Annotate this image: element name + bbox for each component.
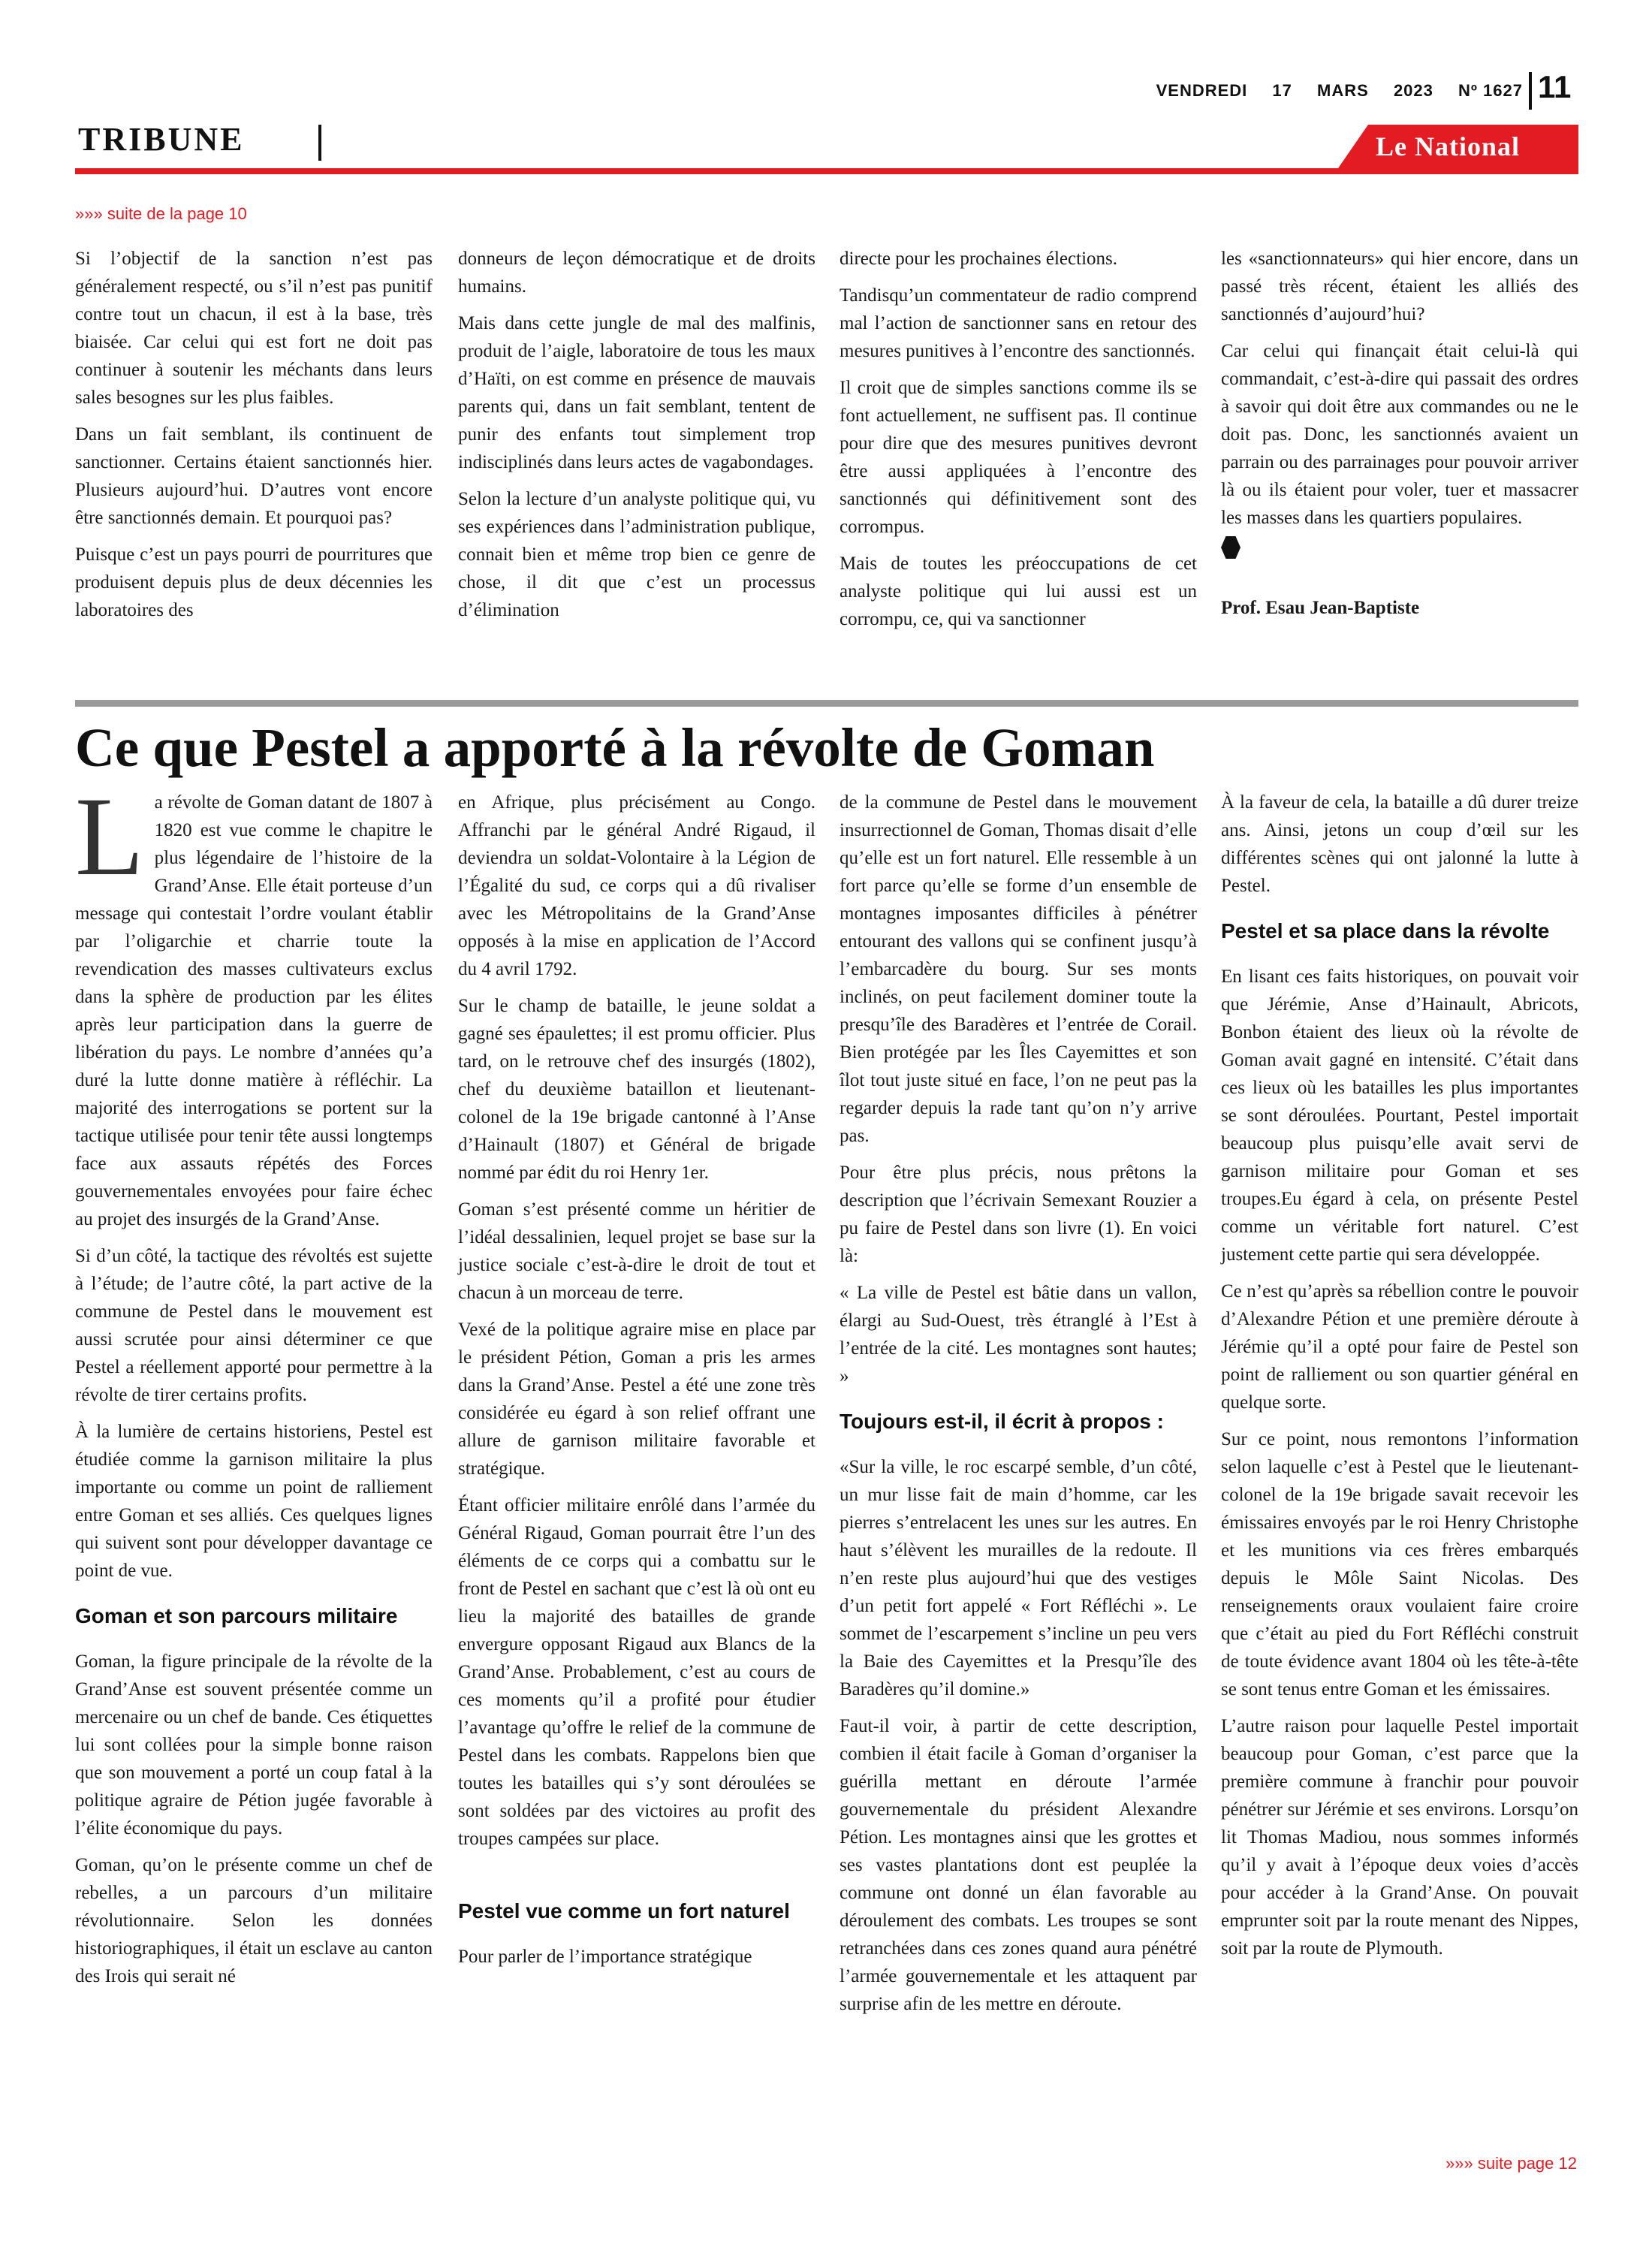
paragraph: Sur le champ de bataille, le jeune soldat a gagné ses épaulettes; il est promu officier. Plus tard, on le retrouve chef des insurgés (1802), chef du deuxième bataillon et lieutenant-colonel de la 19e brigade cantonné à l’Anse d’Hainault (1807) et Général de brigade nommé par édit du roi Henry 1er.	[458, 996, 815, 1183]
paragraph: À la lumière de certains historiens, Pestel est étudiée comme la garnison militaire la plus importante ou comme un point de ralliement entre Goman et ses alliés. Ces quelques lignes qui suivent sont pour développer davantage ce point de vue.	[75, 1422, 433, 1581]
article-column-4	[1221, 789, 1578, 1971]
section-title: TRIBUNE	[78, 121, 245, 158]
paragraph: Vexé de la politique agraire mise en place par le président Pétion, Goman a pris les armes dans la Grand’Anse. Pestel a été une zone très considérée eu égard à son relief offrant une allure de garnison militaire favorable et stratégique.	[458, 1320, 815, 1479]
issue-number: Nº 1627	[1458, 81, 1523, 100]
subheading: Pestel et sa place dans la révolte	[1221, 919, 1550, 943]
paragraph: Goman s’est présenté comme un héritier de l’idéal dessalinien, lequel projet se base sur la justice sociale c’est-à-dire le droit de tout et chacun à un morceau de terre.	[458, 1199, 815, 1303]
author-signature: Prof. Esau Jean-Baptiste	[1221, 598, 1420, 618]
paragraph: Il croit que de simples sanctions comme ils se font actuellement, ne suffisent pas. Il continue pour dire que des mesures punitives devront être aussi appliquées à l’encontre des sanctionnés qui définitivement sont des corrompus.	[840, 378, 1197, 537]
quote-paragraph: « La ville de Pestel est bâtie dans un vallon, élargi au Sud-Ouest, très étranglé à l’Est à l’entrée de la cité. Les montagnes sont hautes; »	[840, 1283, 1197, 1386]
article-headline: Ce que Pestel a apporté à la révolte de Goman	[75, 717, 1155, 778]
paragraph: Mais de toutes les préoccupations de cet analyste politique qui lui aussi est un corrompu, ce, qui va sanctionner	[840, 553, 1197, 629]
date-day: VENDREDI	[1156, 81, 1248, 100]
drop-cap: L	[75, 774, 144, 899]
section-title-bar	[318, 125, 321, 161]
paragraph: Tandisqu’un commentateur de radio comprend mal l’action de sanctionner sans en retour des mesures punitives à l’encontre des sanctionnés.	[840, 285, 1197, 361]
paragraph: Si d’un côté, la tactique des révoltés est sujette à l’étude; de l’autre côté, la part active de la commune de Pestel dans le mouvement est aussi scrutée pour ainsi déterminer ce que Pestel a réellement apporté pour permettre à la révolte de tirer certains profits.	[75, 1246, 433, 1405]
tribune-column-4	[1221, 245, 1578, 622]
tribune-column-3	[840, 245, 1197, 642]
tribune-column-1	[75, 245, 433, 633]
subheading: Goman et son parcours militaire	[75, 1604, 398, 1627]
paragraph: En lisant ces faits historiques, on pouvait voir que Jérémie, Anse d’Hainault, Abricots, Bonbon étaient des lieux où la révolte de Goman avait gagné en intensité. C’était dans ces lieux où les batailles les plus importantes se sont déroulées. Pourtant, Pestel importait beaucoup plus puisqu’elle avait servi de garnison militaire pour Goman et ses troupes.Eu égard à cela, on présente Pestel comme un véritable fort naturel. C’est justement cette partie qui sera développée.	[1221, 967, 1578, 1265]
article-column-3	[840, 789, 1197, 2027]
continued-to-link[interactable]: »»» suite page 12	[1446, 2154, 1577, 2173]
dateline	[1156, 81, 1523, 101]
page-number: 11	[1538, 69, 1572, 104]
section-divider	[75, 700, 1578, 707]
page-number-separator	[1529, 72, 1532, 110]
date-number: 17	[1272, 81, 1292, 100]
newspaper-logo: Le National	[1376, 131, 1521, 161]
subheading: Toujours est-il, il écrit à propos :	[840, 1410, 1164, 1433]
paragraph: Goman, la figure principale de la révolte de la Grand’Anse est souvent présentée comme un mercenaire ou un chef de bande. Ces étiquettes lui sont collées pour la simple bonne raison que son mouvement a porté un coup fatal à la politique agraire de Pétion jugée favorable à l’élite économique du pays.	[75, 1651, 433, 1838]
paragraph: Mais dans cette jungle de mal des malfinis, produit de l’aigle, laboratoire de tous les maux d’Haïti, on est comme en présence de mauvais parents qui, dans un fait semblant, tentent de punir des enfants tout simplement trop indisciplinés dans leurs actes de vagabondages.	[458, 313, 815, 472]
paragraph: Selon la lecture d’un analyste politique qui, vu ses expériences dans l’administration publique, connait bien et même trop bien ce genre de chose, il dit que c’est un processus d’élimination	[458, 489, 815, 620]
end-of-article-icon	[1221, 536, 1241, 559]
paragraph: de la commune de Pestel dans le mouvement insurrectionnel de Goman, Thomas disait d’elle qu’elle est un fort naturel. Elle ressemble à un fort parce qu’elle se forme d’un ensemble de montagnes imposantes difficiles à pénétrer entourant des vallons qui se confinent jusqu’à l’embarcadère du bourg. Sur ses monts inclinés, on peut facilement dominer toute la presqu’île des Baradères et l’entrée de Corail. Bien protégée par les Îles Cayemittes et son îlot tout juste situé en face, l’on ne peut pas la regarder depuis la rade tant qu’on n’y arrive pas.	[840, 792, 1197, 1146]
article-column-2	[458, 789, 815, 1980]
date-year: 2023	[1393, 81, 1433, 100]
paragraph: Pour être plus précis, nous prêtons la description que l’écrivain Semexant Rouzier a pu faire de Pestel dans son livre (1). En voici là:	[840, 1163, 1197, 1266]
paragraph: Dans un fait semblant, ils continuent de sanctionner. Certains étaient sanctionnés hier. Plusieurs aujourd’hui. D’autres vont encore être sanctionnés demain. Et pourquoi pas?	[75, 424, 433, 528]
paragraph: directe pour les prochaines élections.	[840, 249, 1117, 269]
paragraph: L’autre raison pour laquelle Pestel importait beaucoup pour Goman, c’est parce que la première commune à franchir pour pouvoir pénétrer sur Jérémie et ses environs. Lorsqu’on lit Thomas Madiou, nous sommes informés qu’il y avait à l’époque deux voies d’accès pour accéder à la Grand’Anse. On pouvait emprunter soit par la route menant des Nippes, soit par la route de Plymouth.	[1221, 1716, 1578, 1959]
paragraph: Si l’objectif de la sanction n’est pas généralement respecté, ou s’il n’est pas punitif contre tout un chacun, il est à la base, très biaisée. Car celui qui est fort ne doit pas continuer à soutenir les méchants dans leurs sales besognes sur les plus faibles.	[75, 249, 433, 408]
quote-paragraph: «Sur la ville, le roc escarpé semble, d’un côté, un mur lisse fait de main d’homme, car les pierres s’entrelacent les unes sur les autres. En haut s’élèvent les murailles de la redoute. Il n’en reste plus aujourd’hui que des vestiges d’un petit fort appelé « Fort Réfléchi ». Le sommet de l’escarpement s’incline un peu vers la Baie des Cayemittes et la Presqu’île des Baradères qu’il domine.»	[840, 1457, 1197, 1700]
paragraph: Faut-il voir, à partir de cette description, combien il était facile à Goman d’organiser la guérilla mettant en déroute l’armée gouvernementale du président Alexandre Pétion. Les montagnes ainsi que les grottes et ses vastes plantations dont est peuplée la commune ont donné un élan favorable au déroulement des combats. Les troupes se sont retranchées dans ces zones quand aura pénétré l’armée gouvernementale et les attaquent par surprise afin de les mettre en déroute.	[840, 1716, 1197, 2014]
paragraph: Car celui qui finançait était celui-là qui commandait, c’est-à-dire qui passait des ordres à savoir qui doit être aux commandes ou ne le doit pas. Donc, les sanctionnés avaient un parrain ou des parrainages pour pouvoir arriver là ou ils étaient pour voler, tuer et massacrer les masses dans les quartiers populaires.	[1221, 341, 1578, 528]
tribune-column-2	[458, 245, 815, 633]
header-rule	[75, 168, 1578, 174]
paragraph: Pour parler de l’importance stratégique	[458, 1947, 752, 1967]
paragraph: en Afrique, plus précisément au Congo. Affranchi par le général André Rigaud, il deviendra un soldat-Volontaire à la Légion de l’Égalité du sud, ce corps qui a dû rivaliser avec les Métropolitains de la Grand’Anse opposés à la mise en application de l’Accord du 4 avril 1792.	[458, 792, 815, 979]
date-month: MARS	[1317, 81, 1369, 100]
lead-paragraph	[75, 774, 433, 1233]
paragraph: Étant officier militaire enrôlé dans l’armée du Général Rigaud, Goman pourrait être l’un des éléments de ce corps qui a combattu sur le front de Pestel en sachant que c’est là où ont eu lieu la majorité des batailles de grande envergure opposant Rigaud aux Blancs de la Grand’Anse. Probablement, c’est au cours de ces moments qu’il a profité pour étudier l’avantage qu’offre le relief de la commune de Pestel dans les combats. Rappelons bien que toutes les batailles qui s’y sont déroulées se sont soldées par des victoires au profit des troupes campées sur place.	[458, 1495, 815, 1849]
paragraph: Goman, qu’on le présente comme un chef de rebelles, a un parcours d’un militaire révolutionnaire. Selon les données historiographiques, il était un esclave au canton des Irois qui serait né	[75, 1855, 433, 1986]
lead-text: a révolte de Goman datant de 1807 à 1820 est vue comme le chapitre le plus légendaire de l’histoire de la Grand’Anse. Elle était porteuse d’un message qui contestait l’ordre voulant établir par l’oligarchie et charrie toute la revendication des masses cultivateurs exclus dans la sphère de production par les élites après leur participation dans la guerre de libération du pays. Le nombre d’années qu’a duré la lutte donne matière à réfléchir. La majorité des interrogations se portent sur la tactique utilisée pour tenir tête aussi longtemps face aux assauts répétés des Forces gouvernementales envoyées pour faire échec au projet des insurgés de la Grand’Anse.	[75, 792, 433, 1229]
subheading: Pestel vue comme un fort naturel	[458, 1899, 790, 1923]
paragraph: donneurs de leçon démocratique et de droits humains.	[458, 249, 815, 297]
paragraph: Puisque c’est un pays pourri de pourritures que produisent depuis plus de deux décennies les laboratoires des	[75, 544, 433, 620]
continued-from-link[interactable]: »»» suite de la page 10	[75, 204, 247, 223]
article-column-1	[75, 774, 433, 1999]
paragraph: les «sanctionnateurs» qui hier encore, dans un passé très récent, étaient les alliés des sanctionnés d’aujourd’hui?	[1221, 249, 1578, 324]
paragraph: Sur ce point, nous remontons l’information selon laquelle c’est à Pestel que le lieutenant-colonel de la 19e brigade savait recevoir les émissaires envoyés par le roi Henry Christophe et les munitions via ces frères embarqués depuis le Môle Saint Nicolas. Des renseignements oraux voulaient faire croire que c’était au pied du Fort Réfléchi construit de toute évidence avant 1804 où les tête-à-tête se sont tenus entre Goman et les émissaires.	[1221, 1429, 1578, 1700]
paragraph: À la faveur de cela, la bataille a dû durer treize ans. Ainsi, jetons un coup d’œil sur les différentes scènes qui ont jalonné la lutte à Pestel.	[1221, 792, 1578, 896]
paragraph: Ce n’est qu’après sa rébellion contre le pouvoir d’Alexandre Pétion et une première déroute à Jérémie qu’il a opté pour faire de Pestel son point de ralliement ou son quartier général en quelque sorte.	[1221, 1281, 1578, 1413]
